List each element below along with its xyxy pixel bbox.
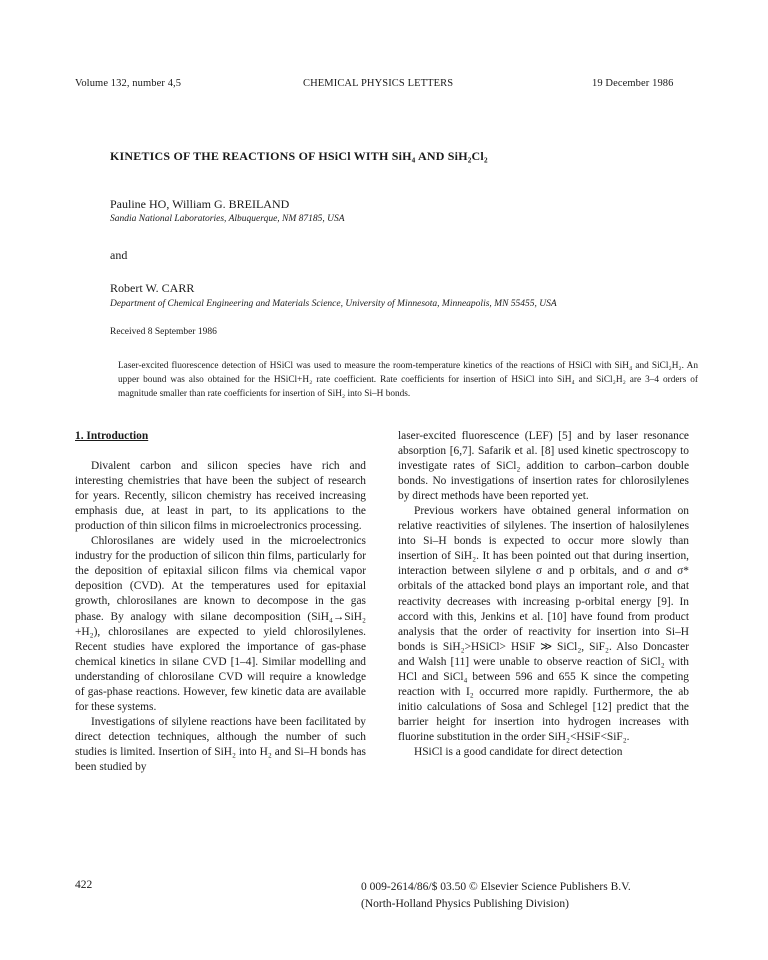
journal-name: CHEMICAL PHYSICS LETTERS xyxy=(303,78,454,89)
right-column xyxy=(398,429,689,760)
publisher-division: (North-Holland Physics Publishing Division) xyxy=(361,898,569,910)
and-separator: and xyxy=(110,248,128,262)
abstract: Laser-excited fluorescence detection of HSiCl was used to measure the room-temperature kinetics of the reactions of HSiCl with SiH₄ and SiCl₂H₂. An upper bound was also obtained for the HSiCl+H₂ rate coefficient. Rate coefficients for insertion of HSiCl into SiH₄ and SiCl₂H₂ are 3–4 orders of magnitude smaller than rate coefficients for insertion of SiH₂ into Si–H bonds. xyxy=(118,361,698,399)
paragraph: HSiCl is a good candidate for direct detection xyxy=(414,745,623,758)
section-heading xyxy=(75,429,366,444)
paragraph: Divalent carbon and silicon species have rich and interesting chemistries that have been the subject of research for years. Recently, silicon chemistry has received increasing emphasis due, at least in part, to its applications to the production of thin silicon films in microelectronics processing. xyxy=(75,460,366,533)
affiliation-2: Department of Chemical Engineering and Materials Science, University of Minnesota, Minneapolis, MN 55455, USA xyxy=(110,299,557,309)
authors-group-1: Pauline HO, William G. BREILAND xyxy=(110,197,290,211)
publisher-footer xyxy=(361,879,631,913)
copyright-line: 0 009-2614/86/$ 03.50 © Elsevier Science Publishers B.V. xyxy=(361,881,631,893)
section-title: 1. Introduction xyxy=(75,430,149,442)
authors-group-2: Robert W. CARR xyxy=(110,281,195,295)
issue-date: 19 December 1986 xyxy=(592,78,674,89)
paragraph: Previous workers have obtained general information on relative reactivities of silylenes. The insertion of halosilylenes into Si–H bonds is expected to occur more slowly than insertion of SiH₂. It has been pointed out that during insertion, interaction between silylene σ and p orbitals, and σ and σ* orbitals of the attacked bond plays an important role, and that reactivity decreases with increasing p-orbital energy [9]. In accord with this, Jenkins et al. [10] have found from product analysis that the order of reactivity for insertion into Si–H bonds is SiH₂>HSiCl> HSiF ≫ SiCl₂, SiF₂. Also Doncaster and Walsh [11] were unable to observe reaction of SiCl₂ with HCl and SiCl₄ between 596 and 655 K since the competing reaction with I₂ occurred more rapidly. Furthermore, the ab initio calculations of Sosa and Schlegel [12] predict that the barrier height for insertion into hydrogen increases with fluorine substitution in the order SiH₂<HSiF<SiF₂. xyxy=(398,505,689,743)
page-number: 422 xyxy=(75,879,93,891)
paragraph: Investigations of silylene reactions have been facilitated by direct detection techniques, although the number of such studies is limited. Insertion of SiH₂ into H₂ and Si–H bonds has been studied by xyxy=(75,715,366,773)
received-date: Received 8 September 1986 xyxy=(110,327,217,337)
affiliation-1: Sandia National Laboratories, Albuquerque, NM 87185, USA xyxy=(110,214,345,224)
left-column xyxy=(75,429,366,775)
paragraph: laser-excited fluorescence (LEF) [5] and by laser resonance absorption [6,7]. Safarik et al. [8] used kinetic spectroscopy to investigate rates of SiCl₂ addition to carbon–carbon double bonds. No investigations of insertion rates for chlorosilylenes by direct methods have been reported yet. xyxy=(398,430,689,503)
paragraph: Chlorosilanes are widely used in the microelectronics industry for the production of silicon thin films, particularly for the deposition of epitaxial silicon films via chemical vapor deposition (CVD). At the temperatures used for epitaxial growth, chlorosilanes are known to decompose in the gas phase. By analogy with silane decomposition (SiH₄→SiH₂ +H₂), chlorosilanes are expected to yield chlorosilylenes. Recent studies have explored the importance of gas-phase chemical kinetics in silane CVD [1–4]. Similar modelling and understanding of chlorosilane CVD will require a knowledge of gas-phase reactions. However, few kinetic data are available for these systems. xyxy=(75,535,366,713)
volume-info: Volume 132, number 4,5 xyxy=(75,78,182,89)
article-title: KINETICS OF THE REACTIONS OF HSiCl WITH SiH₄ AND SiH₂Cl₂ xyxy=(110,149,488,163)
